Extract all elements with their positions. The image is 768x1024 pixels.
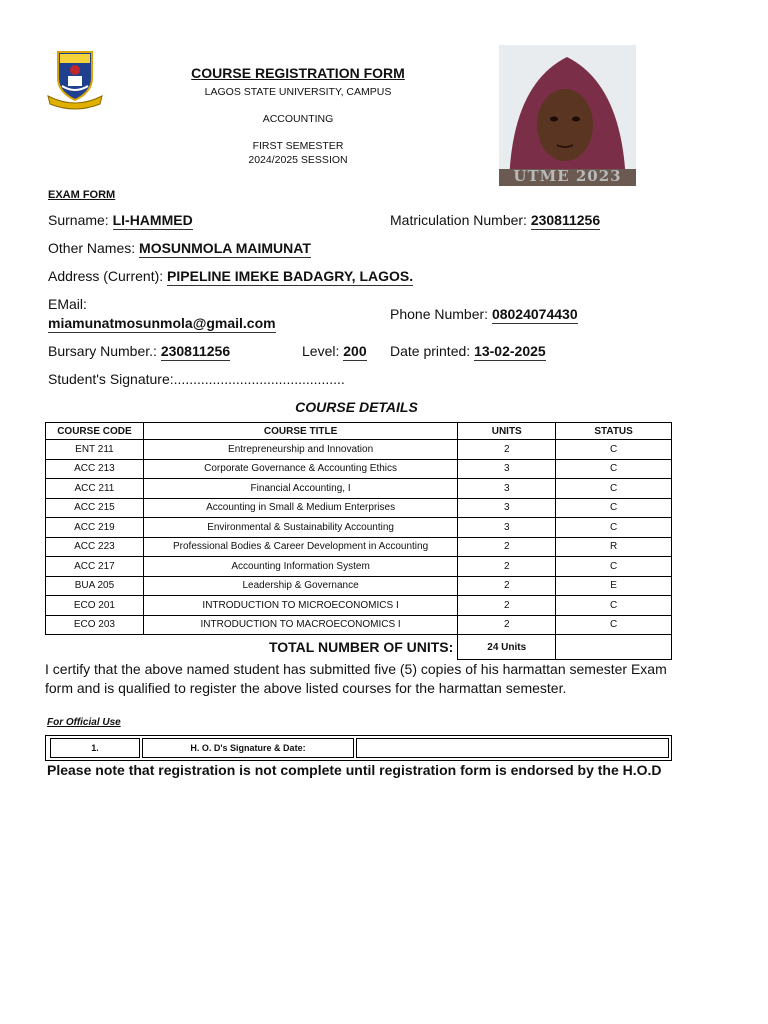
other-names-label: Other Names: xyxy=(48,240,136,256)
official-use-box xyxy=(45,735,672,761)
hod-signature-field xyxy=(356,738,669,758)
course-status: C xyxy=(556,596,672,616)
table-row xyxy=(46,498,672,518)
bursary-value: 230811256 xyxy=(160,343,231,359)
department-name: ACCOUNTING xyxy=(262,113,334,125)
table-row xyxy=(46,537,672,557)
course-code: ENT 211 xyxy=(46,440,144,460)
matric-value: 230811256 xyxy=(530,212,601,228)
phone-field xyxy=(390,306,578,322)
course-title: Corporate Governance & Accounting Ethics xyxy=(143,459,457,479)
course-units: 2 xyxy=(458,615,556,635)
registration-note: Please note that registration is not complete until registration form is endorsed by the H.O.D xyxy=(47,762,662,778)
form-title: COURSE REGISTRATION FORM xyxy=(191,65,405,81)
total-units-label: TOTAL NUMBER OF UNITS: xyxy=(46,635,458,660)
address-label: Address (Current): xyxy=(48,268,164,284)
photo-caption: UTME 2023 xyxy=(513,167,622,185)
course-title: Leadership & Governance xyxy=(143,576,457,596)
total-row xyxy=(46,635,672,660)
course-status: C xyxy=(556,479,672,499)
table-row xyxy=(46,459,672,479)
exam-form-label: EXAM FORM xyxy=(48,189,116,201)
course-title: Accounting in Small & Medium Enterprises xyxy=(143,498,457,518)
email-label: EMail: xyxy=(48,296,87,312)
surname-value: LI-HAMMED xyxy=(112,212,193,228)
course-code: BUA 205 xyxy=(46,576,144,596)
certification-text: I certify that the above named student has submitted five (5) copies of his harmattan semester Exam form and is qualified to register the above listed courses for the harmattan semester. xyxy=(45,661,667,696)
passport-photo xyxy=(499,45,636,186)
course-title: INTRODUCTION TO MACROECONOMICS I xyxy=(143,615,457,635)
course-units: 3 xyxy=(458,459,556,479)
bursary-label: Bursary Number.: xyxy=(48,343,157,359)
course-units: 2 xyxy=(458,440,556,460)
course-status: C xyxy=(556,557,672,577)
course-title: Professional Bodies & Career Development in Accounting xyxy=(143,537,457,557)
course-code: ACC 219 xyxy=(46,518,144,538)
course-code: ECO 203 xyxy=(46,615,144,635)
other-names-field xyxy=(48,240,311,256)
address-value: PIPELINE IMEKE BADAGRY, LAGOS. xyxy=(167,268,414,284)
table-row xyxy=(46,557,672,577)
course-code: ACC 211 xyxy=(46,479,144,499)
course-status: C xyxy=(556,615,672,635)
surname-field xyxy=(48,212,193,228)
university-crest-icon xyxy=(44,48,106,112)
level-field xyxy=(302,343,367,359)
course-status: C xyxy=(556,498,672,518)
course-code: ACC 217 xyxy=(46,557,144,577)
surname-label: Surname: xyxy=(48,212,109,228)
table-row xyxy=(46,615,672,635)
course-units: 3 xyxy=(458,479,556,499)
session-label: 2024/2025 SESSION xyxy=(248,154,348,166)
date-field xyxy=(390,343,546,359)
course-status: C xyxy=(556,518,672,538)
column-header: COURSE CODE xyxy=(46,423,144,440)
table-row xyxy=(46,518,672,538)
signature-line: Student's Signature:............................................ xyxy=(48,371,345,387)
table-row xyxy=(46,576,672,596)
course-units: 3 xyxy=(458,518,556,538)
course-units: 2 xyxy=(458,537,556,557)
email-value: miamunatmosunmola@gmail.com xyxy=(48,315,276,331)
official-use-label: For Official Use xyxy=(47,717,121,728)
official-index: 1. xyxy=(50,738,140,758)
course-units: 2 xyxy=(458,576,556,596)
phone-value: 08024074430 xyxy=(491,306,578,322)
course-code: ACC 213 xyxy=(46,459,144,479)
column-header: COURSE TITLE xyxy=(143,423,457,440)
course-status: E xyxy=(556,576,672,596)
course-title: Environmental & Sustainability Accounting xyxy=(143,518,457,538)
total-units-value: 24 Units xyxy=(458,635,556,660)
date-label: Date printed: xyxy=(390,343,471,359)
table-row xyxy=(46,440,672,460)
course-title: INTRODUCTION TO MICROECONOMICS I xyxy=(143,596,457,616)
course-units: 3 xyxy=(458,498,556,518)
column-header: STATUS xyxy=(556,423,672,440)
date-value: 13-02-2025 xyxy=(474,343,546,359)
matric-label: Matriculation Number: xyxy=(390,212,527,228)
course-status: R xyxy=(556,537,672,557)
course-details-title: COURSE DETAILS xyxy=(295,399,418,415)
column-header: UNITS xyxy=(458,423,556,440)
course-table xyxy=(45,422,672,660)
table-row xyxy=(46,479,672,499)
course-title: Accounting Information System xyxy=(143,557,457,577)
level-value: 200 xyxy=(343,343,367,359)
bursary-field xyxy=(48,343,230,359)
hod-signature-label: H. O. D's Signature & Date: xyxy=(142,738,354,758)
course-code: ACC 215 xyxy=(46,498,144,518)
course-title: Financial Accounting, I xyxy=(143,479,457,499)
course-code: ECO 201 xyxy=(46,596,144,616)
matric-field xyxy=(390,212,600,228)
course-units: 2 xyxy=(458,596,556,616)
university-name: LAGOS STATE UNIVERSITY, CAMPUS xyxy=(204,86,392,98)
other-names-value: MOSUNMOLA MAIMUNAT xyxy=(139,240,311,256)
level-label: Level: xyxy=(302,343,340,359)
total-status-cell xyxy=(556,635,672,660)
table-header-row xyxy=(46,423,672,440)
course-status: C xyxy=(556,440,672,460)
course-title: Entrepreneurship and Innovation xyxy=(143,440,457,460)
email-field xyxy=(48,315,276,331)
course-code: ACC 223 xyxy=(46,537,144,557)
course-status: C xyxy=(556,459,672,479)
phone-label: Phone Number: xyxy=(390,306,489,322)
address-field xyxy=(48,268,413,284)
course-units: 2 xyxy=(458,557,556,577)
semester-label: FIRST SEMESTER xyxy=(252,140,344,152)
table-row xyxy=(46,596,672,616)
